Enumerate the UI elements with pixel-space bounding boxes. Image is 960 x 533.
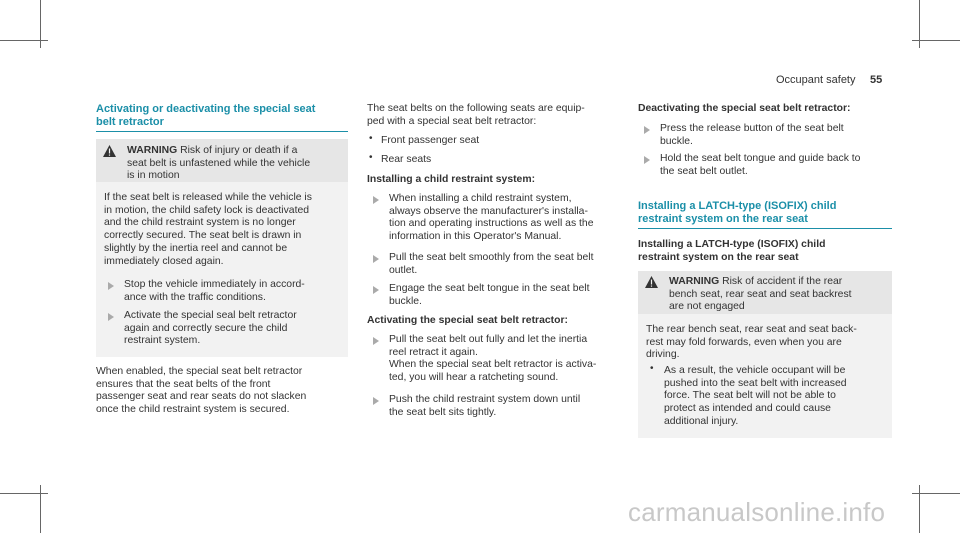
step-text: Engage the seat belt tongue in the seat belt buckle. (389, 283, 590, 307)
paragraph: The seat belts on the following seats are equip- ped with a special seat belt retractor: (367, 103, 585, 127)
section-title: Installing a LATCH-type (ISOFIX) child restraint system on the rear seat (638, 200, 837, 225)
step-arrow-icon (373, 397, 379, 405)
warning-step: Stop the vehicle immediately in accord- ance with the traffic conditions. (124, 279, 305, 303)
subheading: Deactivating the special seat belt retractor: (638, 103, 851, 114)
step-arrow-icon (373, 255, 379, 263)
step-arrow-icon (373, 337, 379, 345)
running-header: Occupant safety (776, 74, 856, 86)
bullet-dot: • (650, 363, 654, 374)
warning-triangle-icon (103, 145, 116, 157)
bullet-dot: • (369, 133, 373, 144)
page-number: 55 (870, 74, 883, 86)
step-text: Push the child restraint system down until the seat belt sits tightly. (389, 394, 581, 418)
watermark: carmanualsonline.info (628, 497, 886, 527)
section-rule (638, 228, 892, 229)
crop-mark (0, 40, 48, 41)
step-text: When installing a child restraint system, always observe the manufacturer's installa- tion and operating instructions as well as the information in this Operator's Manual. (389, 193, 594, 243)
step-text: Pull the seat belt smoothly from the seat belt outlet. (389, 252, 594, 276)
warning-body: If the seat belt is released while the vehicle is in motion, the child safety lock is deactivated and the child restraint system is no longer correctly secured. The seat belt is drawn in slightly by the inertia reel and cannot be immediately closed again. (104, 192, 312, 267)
subheading: Activating the special seat belt retractor: (367, 315, 568, 326)
bullet-dot: • (369, 152, 373, 163)
step-arrow-icon (373, 286, 379, 294)
step-arrow-icon (644, 126, 650, 134)
step-text: Pull the seat belt out fully and let the inertia reel retract it again. When the special seat belt retractor is activa- ted, you will hear a ratcheting sound. (389, 334, 597, 384)
warning-step: Activate the special seal belt retractor again and correctly secure the child restraint system. (124, 310, 297, 347)
step-arrow-icon (644, 156, 650, 164)
step-arrow-icon (373, 196, 379, 204)
warning-bullet: As a result, the vehicle occupant will be pushed into the seat belt with increased force. The seat belt will not be able to protect as intended and could cause additional injury. (664, 365, 847, 427)
warning-text: WARNING Risk of injury or death if a seat belt is unfastened while the vehicle is in motion (127, 145, 311, 182)
step-arrow-icon (108, 282, 114, 290)
step-text: Hold the seat belt tongue and guide back to the seat belt outlet. (660, 153, 861, 177)
step-arrow-icon (108, 313, 114, 321)
section-rule (96, 131, 348, 132)
list-item: Front passenger seat (381, 135, 480, 146)
step-text: Press the release button of the seat belt buckle. (660, 123, 844, 147)
paragraph: When enabled, the special seat belt retractor ensures that the seat belts of the front passenger seat and rear seats do not slacken once the child restraint system is secured. (96, 366, 307, 416)
crop-mark (912, 493, 960, 494)
crop-mark (912, 40, 960, 41)
warning-body: The rear bench seat, rear seat and seat back- rest may fold forwards, even when you are driving. (646, 324, 857, 361)
subheading: Installing a LATCH-type (ISOFIX) child restraint system on the rear seat (638, 239, 826, 263)
crop-mark (0, 493, 48, 494)
list-item: Rear seats (381, 154, 432, 165)
subheading: Installing a child restraint system: (367, 174, 536, 185)
warning-triangle-icon (645, 276, 658, 288)
section-title: Activating or deactivating the special seat belt retractor (96, 103, 316, 128)
warning-text: WARNING Risk of accident if the rear bench seat, rear seat and seat backrest are not engaged (669, 276, 852, 313)
